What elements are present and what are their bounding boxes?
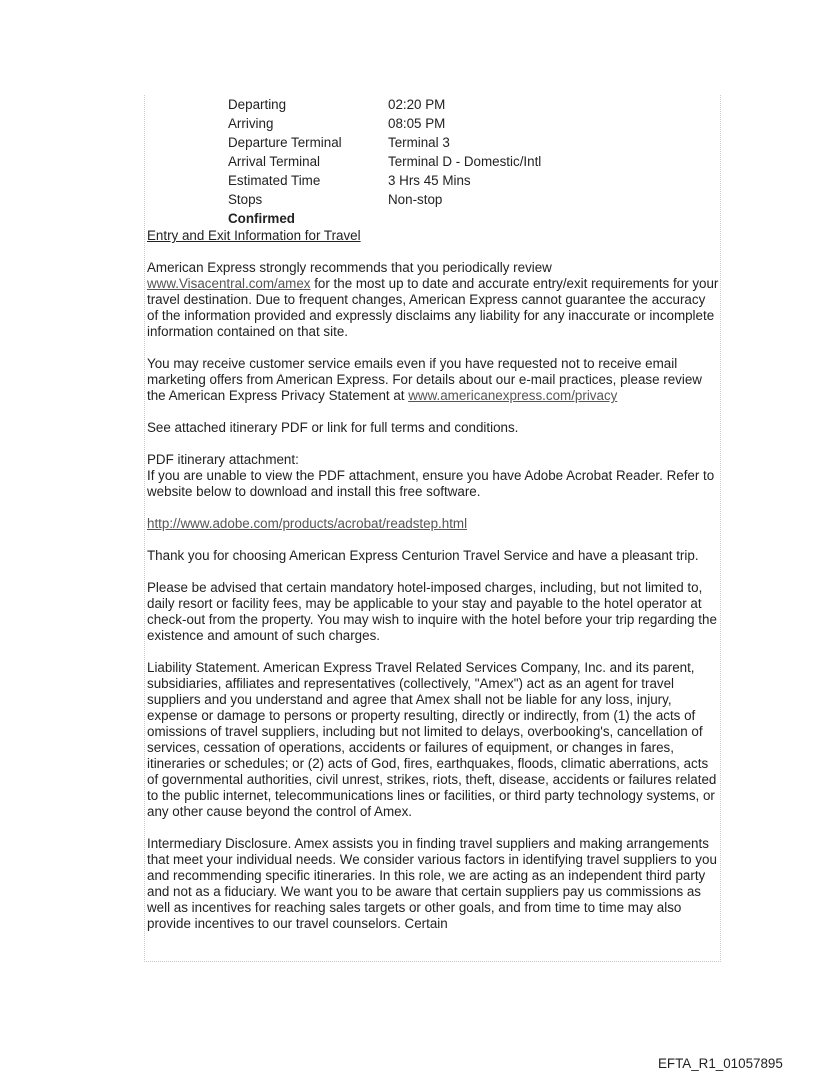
privacy-paragraph <box>147 356 719 404</box>
visacentral-paragraph <box>147 260 719 340</box>
flight-detail-value: 02:20 PM <box>388 96 446 112</box>
flight-detail-row <box>228 152 541 171</box>
flight-detail-value: Terminal D - Domestic/Intl <box>388 153 542 169</box>
thank-you-paragraph: Thank you for choosing American Express Centurion Travel Service and have a pleasant trip. <box>147 548 699 563</box>
adobe-link[interactable]: http://www.adobe.com/products/acrobat/readstep.html <box>147 516 468 531</box>
adobe-link-paragraph <box>147 516 719 532</box>
booking-status: Confirmed <box>228 211 295 226</box>
privacy-link[interactable]: www.americanexpress.com/privacy <box>408 388 618 403</box>
flight-detail-label: Departing <box>228 96 287 112</box>
visacentral-link[interactable]: www.Visacentral.com/amex <box>147 276 311 291</box>
flight-detail-row <box>228 95 541 114</box>
flight-detail-label: Estimated Time <box>228 172 321 188</box>
flight-detail-label: Departure Terminal <box>228 134 342 150</box>
paragraph-text: PDF itinerary attachment: <box>147 452 299 467</box>
flight-detail-row <box>228 133 541 152</box>
hotel-charges-paragraph: Please be advised that certain mandatory hotel-imposed charges, including, but not limited to, daily resort or facility fees, may be applicable to your stay and payable to the hotel operator at check-out from the property. You may wish to inquire with the hotel before your trip regarding the existence and amount of such charges. <box>147 580 717 643</box>
entry-exit-heading[interactable]: Entry and Exit Information for Travel <box>147 228 361 243</box>
liability-statement-paragraph: Liability Statement. American Express Travel Related Services Company, Inc. and its parent, subsidiaries, affiliates and representatives (collectively, "Amex") act as an agent for travel suppliers and you understand and agree that Amex shall not be liable for any loss, injury, expense or damage to persons or property resulting, directly or indirectly, from (1) the acts of omissions of travel suppliers, including but not limited to delays, overbooking's, cancellation of services, cessation of operations, accidents or failures of equipment, or changes in fares, itineraries or schedules; or (2) acts of God, fires, earthquakes, floods, climatic aberrations, acts of governmental authorities, civil unrest, strikes, riots, theft, disease, accidents or failures related to the public internet, telecommunications lines or facilities, or third party technology systems, or any other cause beyond the control of Amex. <box>147 660 717 819</box>
flight-detail-value: Non-stop <box>388 191 443 207</box>
paragraph-text: for the most up to date and accurate entry/exit requirements for your travel destination. Due to frequent changes, American Express cannot guarantee the accuracy of the information provided and expressly disclaims any liability for any inaccurate or incomplete information contained on that site. <box>147 276 719 339</box>
flight-detail-label: Arrival Terminal <box>228 153 321 169</box>
paragraph-text: If you are unable to view the PDF attachment, ensure you have Adobe Acrobat Reader. Refer to website below to download and install this free software. <box>147 468 715 499</box>
flight-details-table <box>228 95 541 209</box>
flight-detail-value: 3 Hrs 45 Mins <box>388 172 471 188</box>
document-id: EFTA_R1_01057895 <box>658 1056 783 1071</box>
intermediary-disclosure-paragraph: Intermediary Disclosure. Amex assists you in finding travel suppliers and making arrangements that meet your individual needs. We consider various factors in identifying travel suppliers to you and recommending specific itineraries. In this role, we are acting as an independent third party and not as a fiduciary. We want you to be aware that certain suppliers pay us commissions as well as incentives for reaching sales targets or other goals, and from time to time may also provide incentives to our travel counselors. Certain <box>147 836 717 931</box>
flight-detail-row <box>228 114 541 133</box>
email-body <box>147 95 719 948</box>
flight-detail-row <box>228 171 541 190</box>
paragraph-text: American Express strongly recommends that you periodically review <box>147 260 552 275</box>
flight-detail-label: Arriving <box>228 115 274 131</box>
paragraph-text: You may receive customer service emails even if you have requested not to receive email marketing offers from American Express. For details about our e-mail practices, please review the American Express Privacy Statement at <box>147 356 702 403</box>
flight-detail-value: 08:05 PM <box>388 115 446 131</box>
pdf-attachment-paragraph <box>147 452 719 500</box>
flight-detail-value: Terminal 3 <box>388 134 450 150</box>
terms-paragraph: See attached itinerary PDF or link for full terms and conditions. <box>147 420 519 435</box>
flight-detail-row <box>228 190 541 209</box>
flight-detail-label: Stops <box>228 191 263 207</box>
